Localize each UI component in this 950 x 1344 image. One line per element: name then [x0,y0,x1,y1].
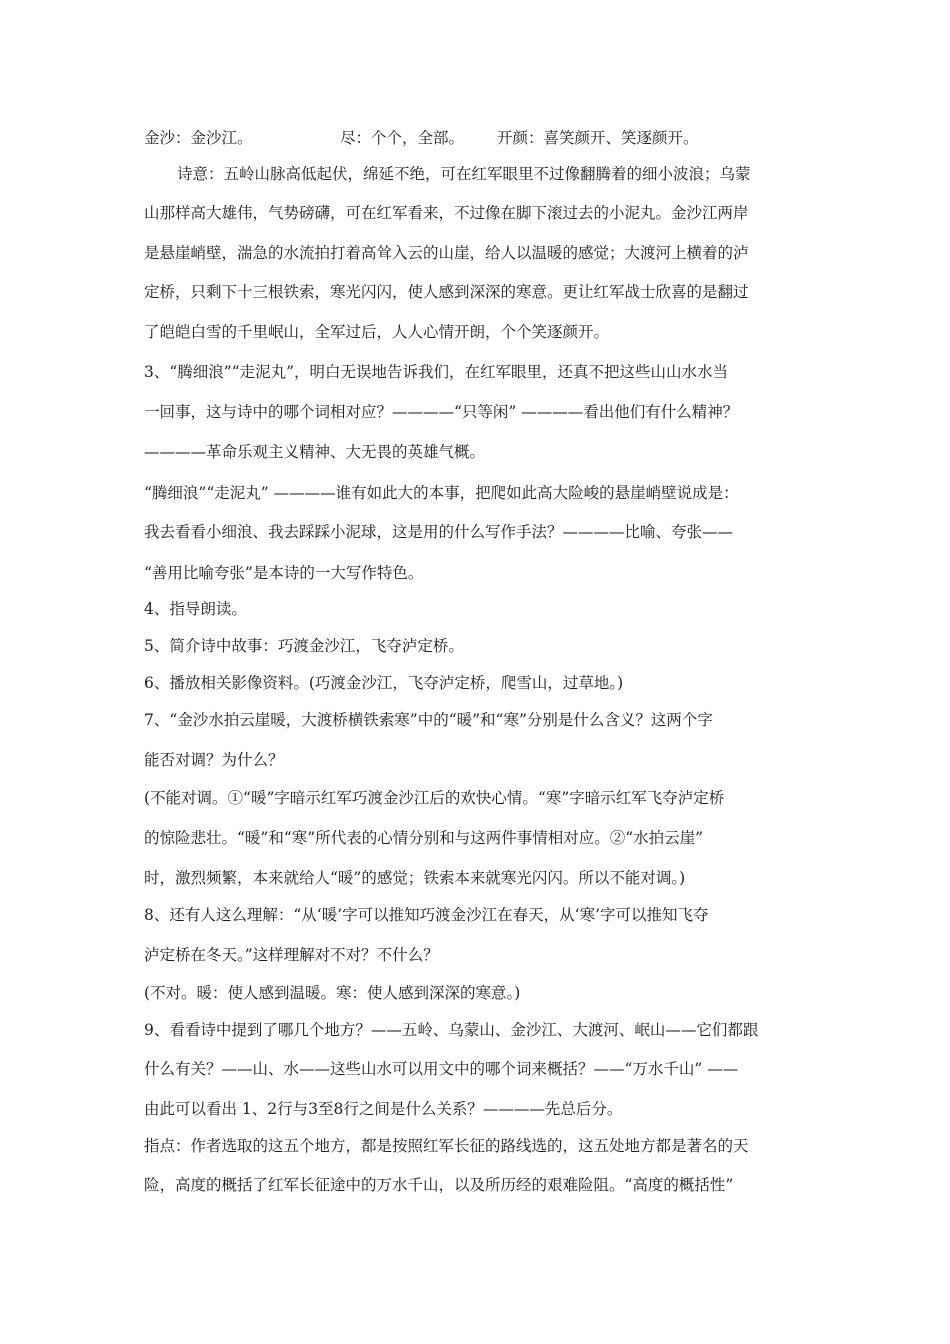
paragraph-line: 我去看看小细浪、我去踩踩小泥球，这是用的什么写作手法？————比喻、夸张—— [144,523,734,541]
definition-jinsha: 金沙：金沙江。 [144,129,253,147]
paragraph-line: 6、播放相关影像资料。(巧渡金沙江，飞夺泸定桥，爬雪山，过草地。) [144,674,624,692]
paragraph-line: “善用比喻夸张”是本诗的一大写作特色。 [144,564,424,582]
paragraph-line: ————革命乐观主义精神、大无畏的英雄气概。 [144,443,486,461]
paragraph-line: 山那样高大雄伟，气势磅礴，可在红军看来，不过像在脚下滚过去的小泥丸。金沙江两岸 [144,204,749,222]
paragraph-line: 诗意：五岭山脉高低起伏，绵延不绝，可在红军眼里不过像翻腾着的细小波浪；乌蒙 [177,165,751,183]
paragraph-line: 泸定桥在冬天。”这样理解对不对？不什么？ [144,946,439,964]
paragraph-line: 5、简介诗中故事：巧渡金沙江，飞夺泸定桥。 [144,637,464,655]
paragraph-line: 的惊险悲壮。“暖”和“寒”所代表的心情分别和与这两件事情相对应。②“水拍云崖” [144,829,704,847]
paragraph-line: 了皑皑白雪的千里岷山，全军过后，人人心情开朗，个个笑逐颜开。 [144,323,610,341]
paragraph-line: 4、指导朗读。 [144,600,247,618]
definition-jin: 尽：个个，全部。 [340,129,465,147]
paragraph-line: (不能对调。①“暖”字暗示红军巧渡金沙江后的欢快心情。“寒”字暗示红军飞夺泸定桥 [144,789,725,807]
paragraph-line: 时，激烈频繁，本来就给人“暖”的感觉；铁索本来就寒光闪闪。所以不能对调。) [144,869,686,887]
paragraph-line: 一回事，这与诗中的哪个词相对应？————“只等闲” ————看出他们有什么精神？ [144,403,739,421]
paragraph-line: 什么有关？——山、水——这些山水可以用文中的哪个词来概括？——“万水千山” —— [144,1060,739,1078]
paragraph-line: (不对。暖：使人感到温暖。寒：使人感到深深的寒意。) [144,984,521,1002]
paragraph-line: 9、看看诗中提到了哪几个地方？——五岭、乌蒙山、金沙江、大渡河、岷山——它们都跟 [144,1021,759,1039]
paragraph-line: 3、“腾细浪”“走泥丸”，明白无误地告诉我们，在红军眼里，还真不把这些山山水水当 [144,363,729,381]
paragraph-line: 由此可以看出 1、2行与3至8行之间是什么关系？————先总后分。 [144,1100,623,1118]
paragraph-line: “腾细浪”“走泥丸” ————谁有如此大的本事，把爬如此高大险峻的悬崖峭壁说成是： [144,484,739,502]
paragraph-line: 指点：作者选取的这五个地方，都是按照红军长征的路线选的，这五处地方都是著名的天 [144,1137,749,1155]
paragraph-line: 能否对调？为什么？ [144,751,284,769]
definition-kaiyan: 开颜：喜笑颜开、笑逐颜开。 [497,129,699,147]
paragraph-line: 险，高度的概括了红军长征途中的万水千山，以及所历经的艰难险阻。“高度的概括性” [144,1176,734,1194]
paragraph-line: 定桥，只剩下十三根铁索，寒光闪闪，使人感到深深的寒意。更让红军战士欣喜的是翻过 [144,283,749,301]
paragraph-line: 8、还有人这么理解：“从‘暖’字可以推知巧渡金沙江在春天，从‘寒’字可以推知飞夺 [144,906,709,924]
paragraph-line: 7、“金沙水拍云崖暖，大渡桥横铁索寒”中的“暖”和“寒”分别是什么含义？这两个字 [144,711,713,729]
paragraph-line: 是悬崖峭壁，湍急的水流拍打着高耸入云的山崖，给人以温暖的感觉；大渡河上横着的泸 [144,244,749,262]
